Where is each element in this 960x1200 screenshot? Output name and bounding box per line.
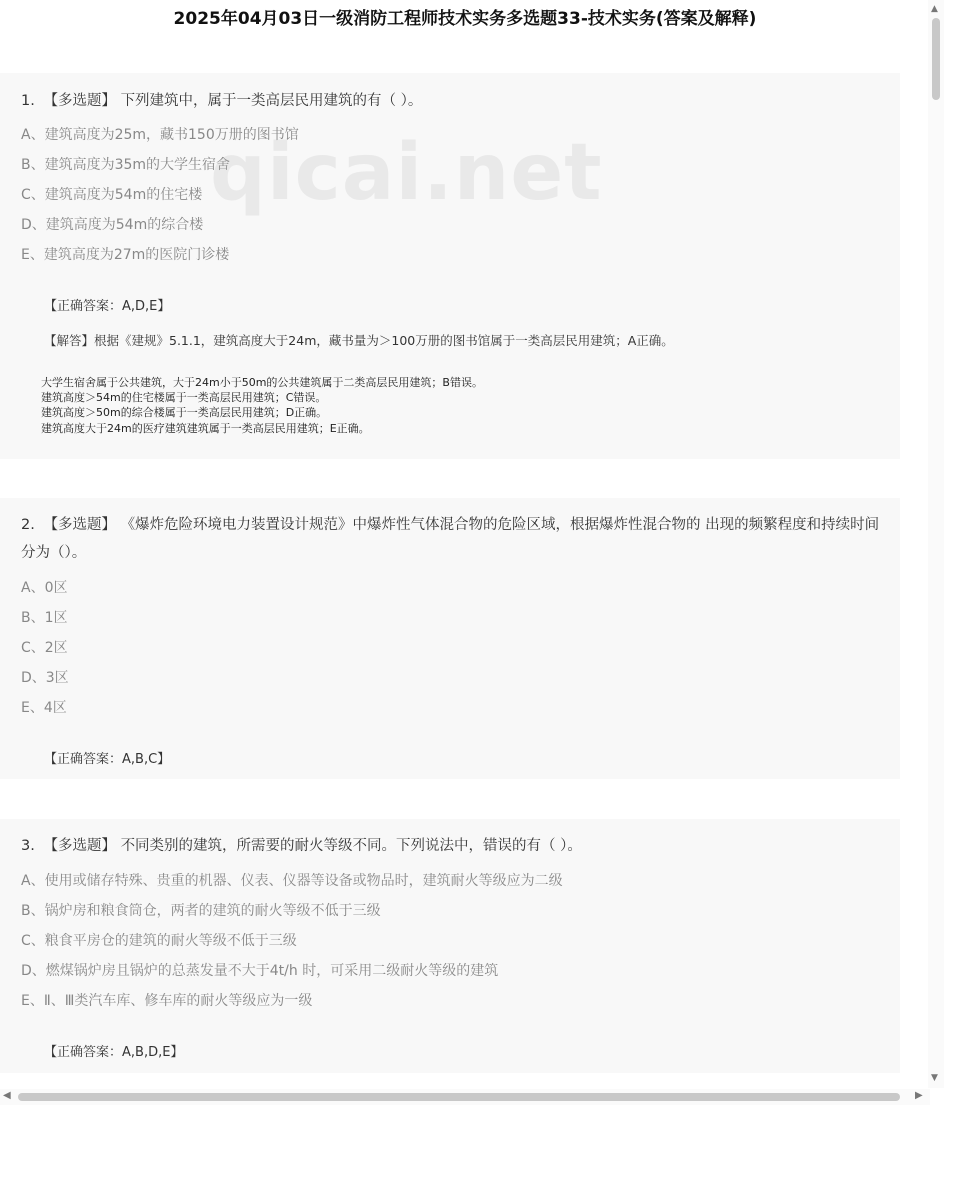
vertical-scrollbar[interactable]	[928, 0, 944, 1088]
correct-answer: 【正确答案：A,B,D,E】	[44, 1045, 184, 1060]
correct-answer: 【正确答案：A,D,E】	[44, 299, 171, 314]
page-title: 2025年04月03日一级消防工程师技术实务多选题33-技术实务(答案及解释)	[173, 9, 757, 29]
question-number: 2.	[21, 517, 35, 533]
scroll-left-arrow-icon[interactable]: ◀	[3, 1090, 11, 1101]
option-a[interactable]: A、使用或储存特殊、贵重的机器、仪表、仪器等设备或物品时，建筑耐火等级应为二级	[21, 873, 563, 889]
explanation-note: 建筑高度＞54m的住宅楼属于一类高层民用建筑；C错误。	[41, 391, 327, 404]
option-c[interactable]: C、2区	[21, 640, 68, 656]
option-d[interactable]: D、3区	[21, 670, 69, 686]
question-1-stem	[21, 87, 886, 115]
explanation-note: 大学生宿舍属于公共建筑，大于24m小于50m的公共建筑属于二类高层民用建筑；B错误。	[41, 376, 483, 389]
option-a[interactable]: A、建筑高度为25m，藏书150万册的图书馆	[21, 127, 299, 143]
option-e[interactable]: E、Ⅱ、Ⅲ类汽车库、修车库的耐火等级应为一级	[21, 993, 313, 1009]
question-type: 【多选题】	[43, 517, 116, 533]
question-type: 【多选题】	[43, 93, 116, 109]
option-a[interactable]: A、0区	[21, 580, 68, 596]
correct-answer: 【正确答案：A,B,C】	[44, 752, 171, 767]
scroll-down-arrow-icon[interactable]: ▼	[931, 1073, 938, 1083]
option-b[interactable]: B、锅炉房和粮食筒仓，两者的建筑的耐火等级不低于三级	[21, 903, 381, 919]
option-d[interactable]: D、建筑高度为54m的综合楼	[21, 217, 204, 233]
explanation-note: 建筑高度大于24m的医疗建筑建筑属于一类高层民用建筑；E正确。	[41, 422, 370, 435]
question-card-3	[0, 819, 900, 1073]
option-c[interactable]: C、建筑高度为54m的住宅楼	[21, 187, 203, 203]
question-stem-text: 《爆炸危险环境电力装置设计规范》中爆炸性气体混合物的危险区域，根据爆炸性混合物的 出现的频繁程度和持续时间分为（）。	[21, 517, 880, 561]
option-d[interactable]: D、燃煤锅炉房且锅炉的总蒸发量不大于4t/h 时，可采用二级耐火等级的建筑	[21, 963, 499, 979]
scroll-up-arrow-icon[interactable]: ▲	[931, 4, 938, 14]
option-e[interactable]: E、4区	[21, 700, 67, 716]
question-2-stem	[21, 511, 886, 567]
question-card-2	[0, 498, 900, 779]
question-type: 【多选题】	[43, 838, 116, 854]
option-c[interactable]: C、粮食平房仓的建筑的耐火等级不低于三级	[21, 933, 297, 949]
question-number: 3.	[21, 838, 35, 854]
option-e[interactable]: E、建筑高度为27m的医院门诊楼	[21, 247, 230, 263]
option-b[interactable]: B、1区	[21, 610, 68, 626]
vertical-scroll-thumb[interactable]	[932, 18, 940, 100]
question-number: 1.	[21, 93, 35, 109]
watermark: qicai.net	[210, 128, 603, 218]
explanation-note: 建筑高度＞50m的综合楼属于一类高层民用建筑；D正确。	[41, 406, 328, 419]
scroll-right-arrow-icon[interactable]: ▶	[915, 1090, 923, 1101]
question-stem-text: 不同类别的建筑，所需要的耐火等级不同。下列说法中，错误的有（ ）。	[120, 838, 582, 854]
explanation: 【解答】根据《建规》5.1.1，建筑高度大于24m，藏书量为＞100万册的图书馆属于一类高层民用建筑；A正确。	[44, 333, 674, 348]
horizontal-scrollbar[interactable]	[0, 1089, 930, 1105]
option-b[interactable]: B、建筑高度为35m的大学生宿舍	[21, 157, 231, 173]
question-card-1	[0, 73, 900, 459]
horizontal-scroll-thumb[interactable]	[18, 1093, 900, 1101]
question-3-stem	[21, 832, 886, 860]
question-stem-text: 下列建筑中，属于一类高层民用建筑的有（ ）。	[120, 93, 423, 109]
